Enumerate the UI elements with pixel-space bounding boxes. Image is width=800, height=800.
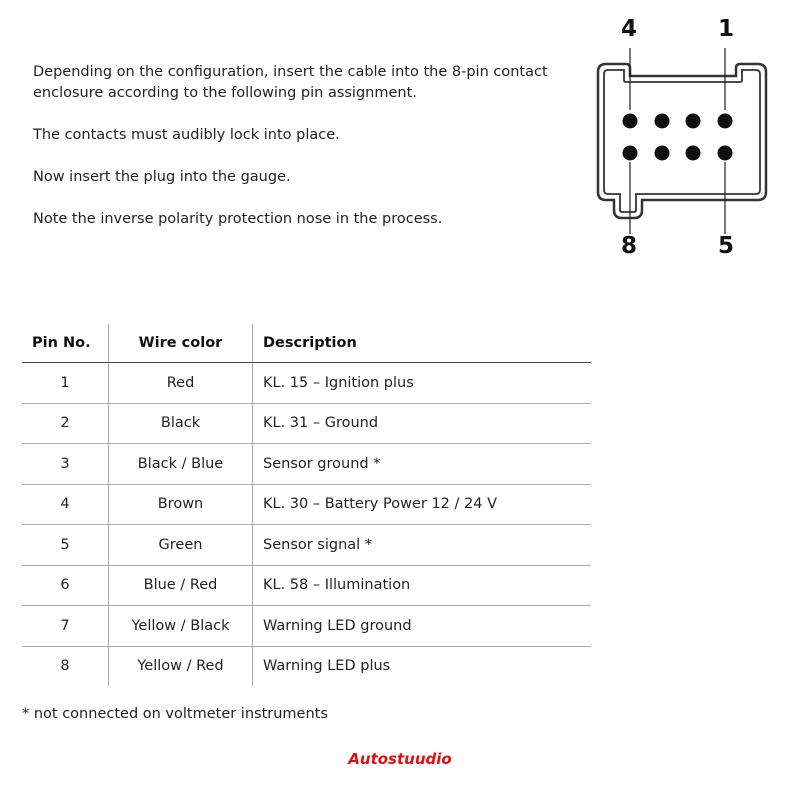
pin-description: Warning LED ground xyxy=(253,606,592,647)
pin-description: KL. 31 – Ground xyxy=(253,403,592,444)
instruction-paragraph: Now insert the plug into the gauge. xyxy=(33,169,291,185)
connector-diagram xyxy=(590,12,780,262)
brand-watermark: Autostuudio xyxy=(348,750,452,768)
pin-number: 2 xyxy=(22,403,109,444)
pin-number: 1 xyxy=(22,363,109,404)
pin-description: Warning LED plus xyxy=(253,646,592,686)
table-row xyxy=(22,403,591,444)
pin-description: Sensor ground * xyxy=(253,444,592,485)
pin-dot xyxy=(655,146,670,161)
pin-number: 6 xyxy=(22,565,109,606)
pin-description: KL. 58 – Illumination xyxy=(253,565,592,606)
table-row xyxy=(22,525,591,566)
pin-label-4: 4 xyxy=(621,16,638,42)
pin-assignment-table xyxy=(22,324,591,686)
pin-dot xyxy=(655,114,670,129)
pin-number: 4 xyxy=(22,484,109,525)
table-row xyxy=(22,646,591,686)
wire-color: Blue / Red xyxy=(109,565,253,606)
pin-description: KL. 15 – Ignition plus xyxy=(253,363,592,404)
wire-color: Green xyxy=(109,525,253,566)
header-pin-no: Pin No. xyxy=(22,324,109,363)
header-description: Description xyxy=(253,324,592,363)
pin-number: 5 xyxy=(22,525,109,566)
pin-number: 8 xyxy=(60,658,70,675)
table-row xyxy=(22,606,591,647)
wire-color: Black / Blue xyxy=(109,444,253,485)
pin-label-5: 5 xyxy=(718,233,735,259)
wire-color: Red xyxy=(109,363,253,404)
connector-housing xyxy=(590,12,780,262)
table-header-row xyxy=(22,324,591,363)
footnote: * not connected on voltmeter instruments xyxy=(22,706,328,722)
pin-label-1: 1 xyxy=(718,16,735,42)
pin-dot xyxy=(718,146,733,161)
pin-number: 7 xyxy=(22,606,109,647)
instruction-paragraph: Note the inverse polarity protection nose in the process. xyxy=(33,211,443,227)
table-row xyxy=(22,484,591,525)
pin-dots xyxy=(623,114,733,161)
instruction-paragraph: The contacts must audibly lock into place. xyxy=(33,127,340,143)
wire-color: Yellow / Red xyxy=(109,646,253,686)
header-wire-color: Wire color xyxy=(109,324,253,363)
table-row xyxy=(22,565,591,606)
pin-dot xyxy=(686,146,701,161)
instruction-paragraph: Depending on the configuration, insert the cable into the 8-pin contact enclosure according to the following pin assignment. xyxy=(33,64,548,101)
pin-dot xyxy=(623,114,638,129)
pin-label-8: 8 xyxy=(621,233,638,259)
table-row xyxy=(22,444,591,485)
pin-number: 3 xyxy=(22,444,109,485)
pin-dot xyxy=(686,114,701,129)
pin-description: KL. 30 – Battery Power 12 / 24 V xyxy=(253,484,592,525)
pin-description: Sensor signal * xyxy=(253,525,592,566)
wire-color: Black xyxy=(109,403,253,444)
pin-dot xyxy=(718,114,733,129)
wire-color: Yellow / Black xyxy=(109,606,253,647)
wire-color: Brown xyxy=(109,484,253,525)
instructions xyxy=(33,62,573,251)
pin-dot xyxy=(623,146,638,161)
table-row xyxy=(22,363,591,404)
